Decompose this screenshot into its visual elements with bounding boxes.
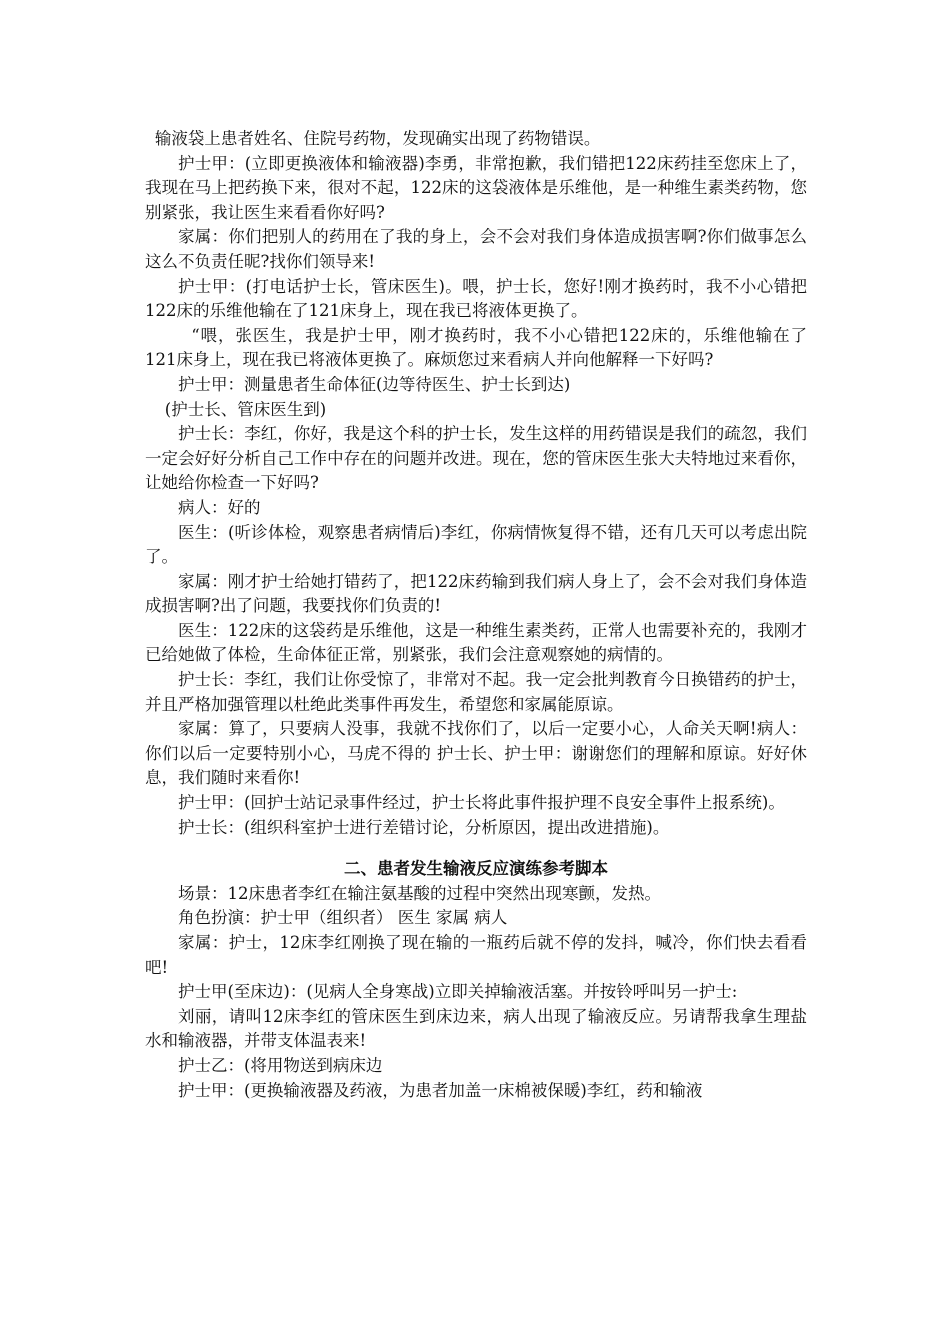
paragraph-family-forgive: 家属：算了，只要病人没事，我就不找你们了，以后一定要小心，人命关天啊!病人：你们以后一定要特别小心，马虎不得的 护士长、护士甲：谢谢您们的理解和原谅。好好休息，我们随时来看你! bbox=[145, 719, 807, 788]
paragraph-call-liu-li: 刘丽，请叫12床李红的管床医生到床边来，病人出现了输液反应。另请帮我拿生理盐水和输液器，并带支体温表来! bbox=[145, 1006, 807, 1051]
paragraph-call-doctor-zhang: “喂，张医生，我是护士甲，刚才换药时，我不小心错把122床的，乐维他输在了121床身上，现在我已将液体更换了。麻烦您过来看病人并向他解释一下好吗? bbox=[145, 325, 807, 370]
paragraph-doctor-explain: 医生：122床的这袋药是乐维他，这是一种维生素类药，正常人也需要补充的，我刚才已给她做了体检，生命体征正常，别紧张，我们会注意观察她的病情的。 bbox=[145, 620, 807, 665]
document-body bbox=[145, 127, 807, 1103]
paragraph-family-concern: 家属：刚才护士给她打错药了，把122床药输到我们病人身上了，会不会对我们身体造成损害啊?出了问题，我要找你们负责的! bbox=[145, 571, 807, 616]
paragraph-medication-check: 输液袋上患者姓名、住院号药物，发现确实出现了药物错误。 bbox=[154, 129, 601, 148]
paragraph-nurse-a-phone-head-nurse: 护士甲：(打电话护士长，管床医生)。喂，护士长，您好!刚才换药时，我不小心错把122床的乐维他输在了121床身上，现在我已将液体更换了。 bbox=[145, 276, 807, 321]
paragraph-nurse-a-bedside: 护士甲(至床边)：(见病人全身寒战)立即关掉输液活塞。并按铃呼叫另一护士: bbox=[178, 982, 738, 1002]
paragraph-family-alert: 家属：护士，12床李红刚换了现在输的一瓶药后就不停的发抖，喊冷，你们快去看看吧! bbox=[145, 933, 807, 977]
paragraph-family-complaint: 家属：你们把别人的药用在了我的身上，会不会对我们身体造成损害啊?你们做事怎么这么不负责任昵?找你们领导来! bbox=[145, 227, 807, 271]
paragraph-nurse-b-supplies: 护士乙：(将用物送到病床边 bbox=[178, 1055, 383, 1075]
paragraph-nurse-a-replace: 护士甲：(更换输液器及药液，为患者加盖一床棉被保暖)李红，药和输液 bbox=[178, 1080, 703, 1100]
paragraph-vital-signs: 护士甲：测量患者生命体征(边等待医生、护士长到达) bbox=[178, 374, 571, 394]
paragraph-nurse-a-apology: 护士甲：(立即更换液体和输液器)李勇，非常抱歉，我们错把122床药挂至您床上了，我现在马上把药换下来，很对不起，122床的这袋液体是乐维他，是一种维生素类药物，您别紧张，我让医生来看看你好吗? bbox=[145, 153, 807, 222]
paragraph-scene: 场景：12床患者李红在输注氨基酸的过程中突然出现寒颤，发热。 bbox=[178, 883, 661, 903]
paragraph-head-nurse-apology: 护士长：李红，我们让你受惊了，非常对不起。我一定会批判教育今日换错药的护士，并且严格加强管理以杜绝此类事件再发生，希望您和家属能原谅。 bbox=[145, 670, 807, 714]
section-heading-infusion-reaction: 二、患者发生输液反应演练参考脚本 bbox=[344, 859, 608, 879]
paragraph-doctor-exam: 医生：(听诊体检，观察患者病情后)李红，你病情恢复得不错，还有几天可以考虑出院了。 bbox=[145, 522, 807, 567]
paragraph-head-nurse-discussion: 护士长：(组织科室护士进行差错讨论，分析原因，提出改进措施)。 bbox=[178, 817, 670, 837]
paragraph-patient-ok: 病人：好的 bbox=[178, 497, 261, 517]
paragraph-roles: 角色扮演：护士甲（组织者） 医生 家属 病人 bbox=[178, 908, 508, 928]
paragraph-head-nurse-greeting: 护士长：李红，你好，我是这个科的护士长，发生这样的用药错误是我们的疏忽，我们一定会好好分析自己工作中存在的问题并改进。现在，您的管床医生张大夫特地过来看你，让她给你检查一下好吗? bbox=[145, 424, 807, 493]
paragraph-staff-arrive: (护士长、管床医生到) bbox=[164, 399, 327, 419]
paragraph-nurse-a-record: 护士甲：(回护士站记录事件经过，护士长将此事件报护理不良安全事件上报系统)。 bbox=[178, 793, 785, 813]
